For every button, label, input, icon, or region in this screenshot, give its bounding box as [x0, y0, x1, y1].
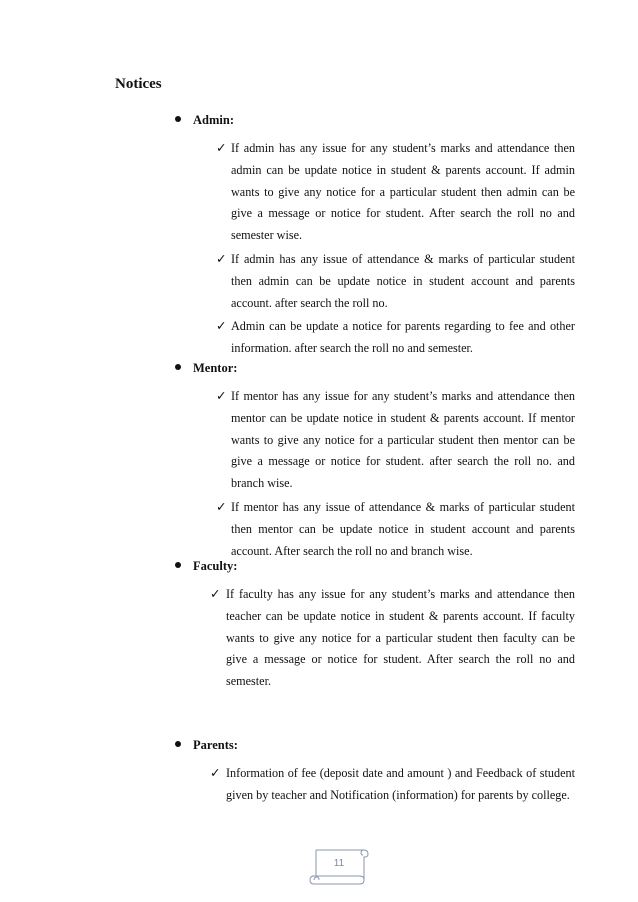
checkmark-icon: ✓	[210, 587, 221, 601]
list-item-text: If faculty has any issue for any student’s marks and attendance then teacher can be update notice in student & parents account. If faculty wants to give any notice for a particular student then faculty can be give a message or notice for student. After search the roll no and semester.	[226, 587, 575, 689]
list-item-text: Information of fee (deposit date and amount ) and Feedback of student given by teacher and Notification (information) for parents by college.	[226, 766, 575, 802]
page-number: 11	[333, 858, 345, 869]
checkmark-icon: ✓	[216, 389, 227, 403]
check-list-item	[175, 316, 575, 360]
bullet-icon	[175, 562, 181, 568]
bullet-icon	[175, 741, 181, 747]
bullet-icon	[175, 364, 181, 370]
checkmark-icon: ✓	[216, 319, 227, 334]
page-number-scroll	[308, 846, 370, 888]
list-item-text: If mentor has any issue for any student’s marks and attendance then mentor can be update notice in student & parents account. If mentor wants to give any notice for a particular student then mentor can be give a message or notice for student. after search the roll no. and branch wise.	[231, 389, 575, 491]
bullet-icon	[175, 116, 181, 122]
checkmark-icon: ✓	[216, 499, 227, 514]
list-item-text: If admin has any issue of attendance & marks of particular student then admin can be update notice in student account and parents account. after search the roll no.	[231, 251, 575, 310]
section-mentor	[175, 360, 575, 562]
bullet-item	[175, 112, 575, 130]
section-label: Faculty:	[193, 559, 238, 573]
check-list-item	[175, 584, 575, 693]
section-label: Admin:	[193, 113, 234, 127]
page-heading: Notices	[115, 76, 162, 92]
checkmark-icon: ✓	[216, 251, 227, 266]
list-item-text: If mentor has any issue of attendance & marks of particular student then mentor can be update notice in student account and parents account. After search the roll no and branch wise.	[231, 499, 575, 558]
checkmark-icon: ✓	[210, 766, 221, 780]
section-faculty	[175, 558, 575, 693]
section-label: Mentor:	[193, 361, 238, 375]
check-list-item	[175, 497, 575, 562]
check-list-item	[175, 763, 575, 807]
check-list-item	[175, 138, 575, 247]
bullet-item	[175, 737, 575, 755]
section-parents	[175, 737, 575, 807]
bullet-item	[175, 360, 575, 378]
check-list-item	[175, 386, 575, 495]
bullet-item	[175, 558, 575, 576]
section-label: Parents:	[193, 738, 238, 752]
checkmark-icon: ✓	[216, 141, 227, 155]
check-list-item	[175, 249, 575, 314]
list-item-text: If admin has any issue for any student’s marks and attendance then admin can be update notice in student & parents account. If admin wants to give any notice for a particular student then admin can be give a message or notice for student. After search the roll no and semester wise.	[231, 141, 575, 243]
list-item-text: Admin can be update a notice for parents regarding to fee and other information. after search the roll no and semester.	[231, 319, 575, 356]
section-admin	[175, 112, 575, 360]
